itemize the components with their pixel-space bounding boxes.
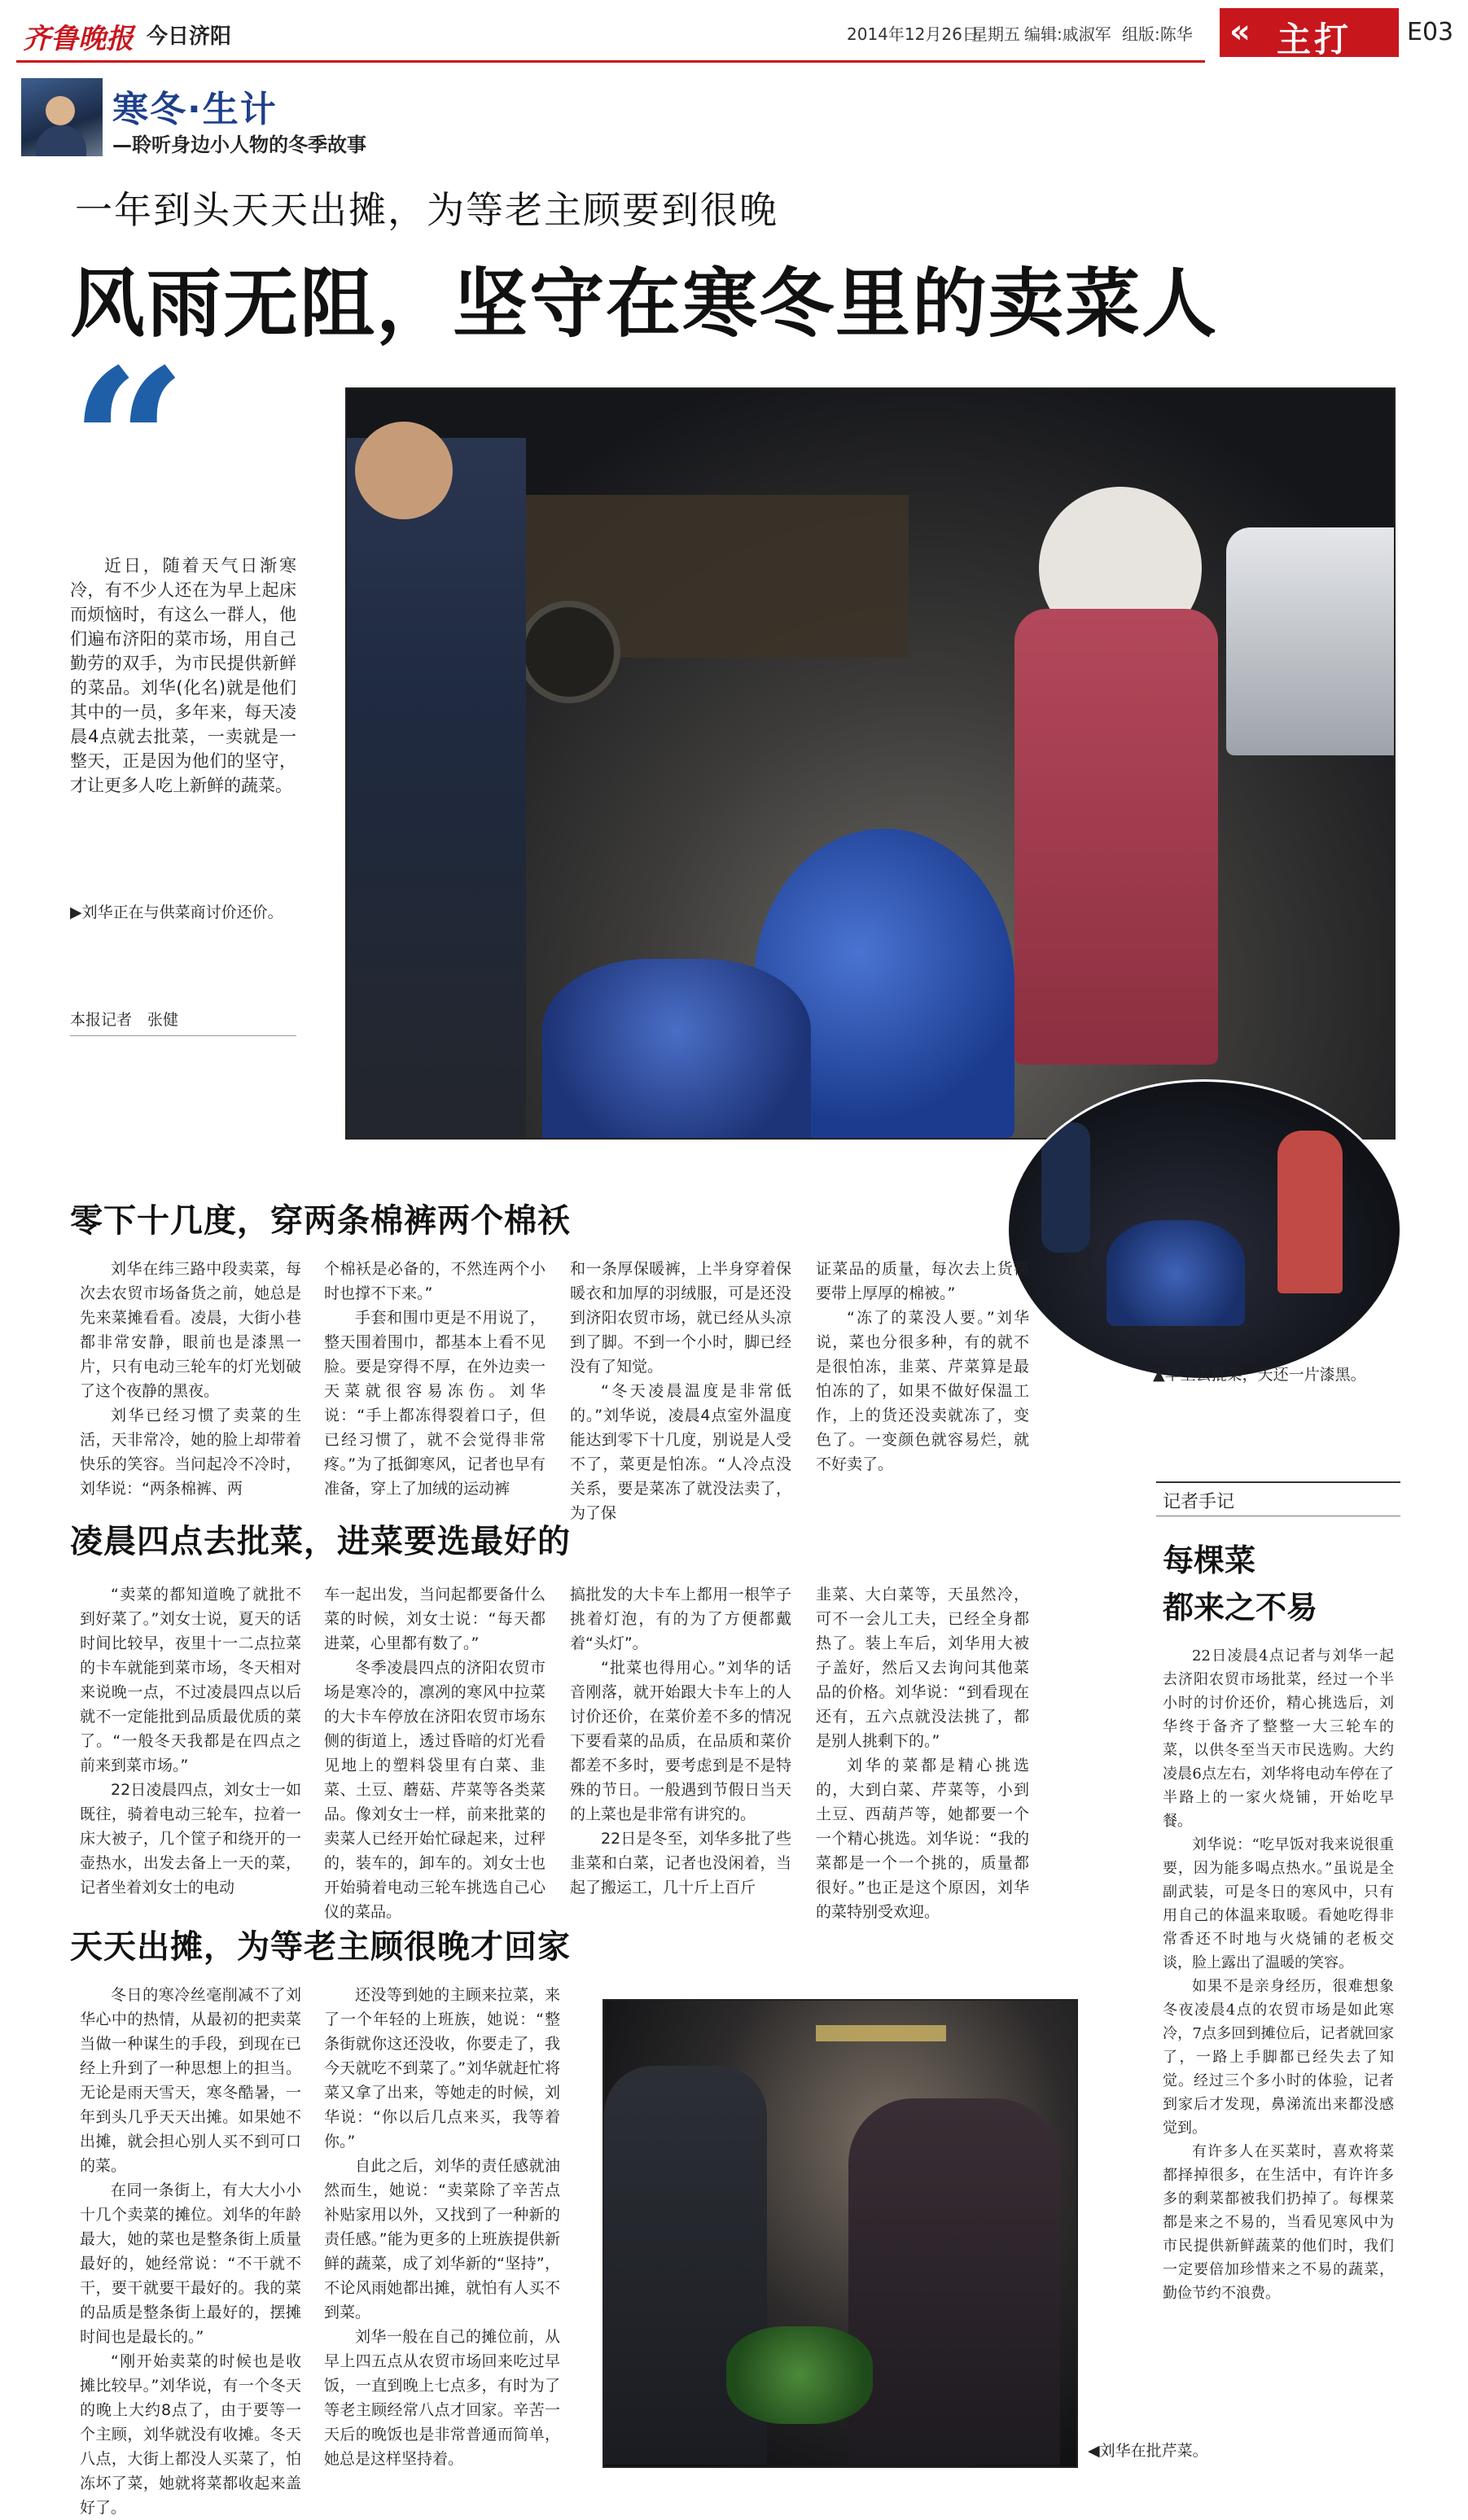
section-3-col-1-p1: 冬日的寒冷丝毫削减不了刘华心中的热情，从最初的把卖菜当做一种谋生的手段，到现在已经上升到了一种思想上的担当。无论是雨天雪天，寒冬酷暑，一年到头几乎天天出摊。如果她不出摊，就会担心别人买不到可口的菜。 (80, 1986, 301, 2175)
layout-credit: 组版:陈华 (1122, 24, 1193, 44)
section-2-col-1-p2: 22日凌晨四点，刘女士一如既往，骑着电动三轮车，拉着一床大被子，几个筐子和绕开的一壶热水，出发去备上一天的菜，记者坐着刘女士的电动 (80, 1781, 301, 1897)
section-2-col-1-p1: “卖菜的都知道晚了就批不到好菜了。”刘女士说，夏天的话时间比较早，夜里十一二点拉菜的卡车就能到菜市场，冬天相对来说晚一点，不过凌晨四点以后就不一定能批到品质最优质的菜了。“一般冬天我都是在四点之前来到菜市场。” (80, 1586, 301, 1774)
editor-credit: 编辑:戚淑军 (1024, 24, 1111, 44)
section-1-col-4 (816, 1257, 1029, 1477)
edition-label: 今日济阳 (147, 24, 232, 49)
section-2-col-4 (816, 1582, 1029, 1924)
section-2-col-3-p1: 搞批发的大卡车上都用一根竿子挑着灯泡，有的为了方便都戴着“头灯”。 (570, 1586, 791, 1652)
section-3-col-2-p2: 自此之后，刘华的责任感就油然而生，她说：“卖菜除了辛苦点补贴家用以外，又找到了一种新的责任感。”能为更多的上班族提供新鲜的蔬菜，成了刘华新的“坚持”，不论风雨她都出摊，就怕有人买不到菜。 (324, 2157, 560, 2321)
section-2-col-3-p2: “批菜也得用心。”刘华的话音刚落，就开始跟大卡车上的人讨价还价，在菜价差不多的情况下要看菜的品质，在品质和菜价都差不多时，要考虑到是不是特殊的节日。一般遇到节假日当天的上菜也是非常有讲究的。 (570, 1659, 791, 1823)
section-2-col-3-p3: 22日是冬至，刘华多批了些韭菜和白菜，记者也没闲着，当起了搬运工，几十斤上百斤 (570, 1830, 791, 1897)
badge-subtitle: —聆听身边小人物的冬季故事 (112, 133, 366, 156)
section-1-col-4-p2: “冻了的菜没人要。”刘华说，菜也分很多种，有的就不是很怕冻，韭菜、芹菜算是最怕冻的了，如果不做好保温工作，上的货还没卖就冻了，变色了。一变颜色就容易烂，就不好卖了。 (816, 1309, 1029, 1473)
reporter-note-label: 记者手记 (1163, 1492, 1235, 1512)
section-1-col-4-p1: 证菜品的质量，每次去上货都要带上厚厚的棉被。” (816, 1260, 1029, 1302)
section-3-col-1-p2: 在同一条街上，有大大小小十几个卖菜的摊位。刘华的年龄最大，她的菜也是整条街上质量最好的，她经常说：“不干就不干，要干就要干最好的。我的菜的品质是整条街上最好的，摆摊时间也是最长的。” (80, 2181, 301, 2346)
section-2-col-4-p1: 韭菜、大白菜等，天虽然冷，可不一会儿工夫，已经全身都热了。装上车后，刘华用大被子盖好，然后又去询问其他菜品的价格。刘华说：“到看现在还有，五六点就没法挑了，都是别人挑剩下的。” (816, 1586, 1029, 1750)
chevron-left-icon: « (1229, 13, 1251, 50)
section-3-col-1 (80, 1983, 301, 2520)
lead-divider (70, 1035, 296, 1036)
early-morning-photo (1006, 1079, 1402, 1380)
stall-photo-caption: ◀刘华在批芹菜。 (1088, 2442, 1208, 2460)
reporter-note-p4: 有许多人在买菜时，喜欢将菜都择掉很多，在生活中，有许许多多的剩菜都被我们扔掉了。每棵菜都是来之不易的，当看见寒风中为市民提供新鲜蔬菜的他们时，我们一定要倍加珍惜来之不易的蔬菜，勤俭节约不浪费。 (1163, 2143, 1394, 2302)
section-2-title: 凌晨四点去批菜，进菜要选最好的 (70, 1523, 571, 1560)
section-1-col-1-p2: 刘华已经习惯了卖菜的生活，天非常冷，她的脸上却带着快乐的笑容。当问起冷不冷时，刘华说：“两条棉裤、两 (80, 1407, 301, 1498)
night-market-photo (345, 387, 1396, 1140)
badge-photo (21, 78, 103, 156)
section-1-col-2 (324, 1257, 546, 1501)
reporter-note-p1: 22日凌晨4点记者与刘华一起去济阳农贸市场批菜，经过一个半小时的讨价还价，精心挑选后，刘华终于备齐了整整一大三轮车的菜，以供冬至当天市民选购。大约凌晨6点左右，刘华将电动车停在了半路上的一家火烧铺，开始吃早餐。 (1163, 1647, 1394, 1830)
masthead-rule (16, 60, 1205, 63)
section-name: 主打 (1277, 20, 1352, 59)
masthead (0, 0, 1468, 73)
stall-photo (603, 1999, 1078, 2468)
reporter-note-title-1: 每棵菜 (1163, 1542, 1256, 1578)
section-3-col-2-p3: 刘华一般在自己的摊位前，从早上四五点从农贸市场回来吃过早饭，一直到晚上七点多，有时为了等老主顾经常八点才回家。辛苦一天后的晚饭也是非常普通而简单，她总是这样坚持着。 (324, 2328, 560, 2468)
reporter-note-label-box (1156, 1481, 1400, 1516)
reporter-note-title-2: 都来之不易 (1163, 1590, 1318, 1625)
section-1-col-3-p2: “冬天凌晨温度是非常低的。”刘华说，凌晨4点室外温度能达到零下十几度，别说是人受不了，菜更是怕冻。“人冷点没关系，要是菜冻了就没法卖了，为了保 (570, 1382, 791, 1522)
headline-main: 风雨无阻，坚守在寒冬里的卖菜人 (70, 260, 1219, 348)
section-2-col-2 (324, 1582, 546, 1924)
section-1-col-1 (80, 1257, 301, 1501)
lead-paragraph: 近日，随着天气日渐寒冷，有不少人还在为早上起床而烦恼时，有这么一群人，他们遍布济阳的菜市场，用自己勤劳的双手，为市民提供新鲜的菜品。刘华(化名)就是他们其中的一员，多年来，每天凌晨4点就去批菜，一卖就是一整天，正是因为他们的坚守，才让更多人吃上新鲜的蔬菜。 (70, 556, 296, 795)
section-3-col-1-p3: “刚开始卖菜的时候也是收摊比较早。”刘华说，有一个冬天的晚上大约8点了，由于要等一个主顾，刘华就没有收摊。冬天八点，大街上都没人买菜了，怕冻坏了菜，她就将菜都收起来盖好了。 (80, 2352, 301, 2517)
section-2-col-1 (80, 1582, 301, 1900)
section-2-col-3 (570, 1582, 791, 1900)
reporter-note-p3: 如果不是亲身经历，很难想象冬夜凌晨4点的农贸市场是如此寒冷，7点多回到摊位后，记者就回家了，一路上手脚都已经失去了知觉。经过三个多小时的体验，记者到家后才发现，鼻涕流出来都没感觉到。 (1163, 1978, 1394, 2137)
reporter-note-body (1163, 1644, 1394, 2305)
reporter-note (1156, 1481, 1400, 2393)
section-1-col-3 (570, 1257, 791, 1525)
section-1-col-1-p1: 刘华在纬三路中段卖菜，每次去农贸市场备货之前，她总是先来菜摊看看。凌晨，大街小巷都非常安静，眼前也是漆黑一片，只有电动三轮车的灯光划破了这个夜静的黑夜。 (80, 1260, 301, 1400)
badge-title: 寒冬·生计 (112, 89, 278, 130)
section-2-col-2-p1: 车一起出发，当问起都要备什么菜的时候，刘女士说：“每天都进菜，心里都有数了。” (324, 1586, 546, 1652)
main-photo-caption: ▶刘华正在与供菜商讨价还价。 (70, 903, 283, 921)
headline-kicker: 一年到头天天出摊，为等老主顾要到很晚 (75, 188, 778, 232)
issue-weekday: 星期五 (971, 24, 1020, 44)
section-1-col-3-p1: 和一条厚保暖裤，上半身穿着保暖衣和加厚的羽绒服，可是还没到济阳农贸市场，就已经从头凉到了脚。不到一个小时，脚已经没有了知觉。 (570, 1260, 791, 1376)
section-3-col-2 (324, 1983, 560, 2471)
byline: 本报记者 张健 (70, 1011, 179, 1029)
section-1-col-2-p1: 个棉袄是必备的，不然连两个小时也撑不下来。” (324, 1260, 546, 1302)
section-2-col-2-p2: 冬季凌晨四点的济阳农贸市场是寒冷的，凛冽的寒风中拉菜的大卡车停放在济阳农贸市场东侧的街道上，透过昏暗的灯光看见地上的塑料袋里有白菜、韭菜、土豆、蘑菇、芹菜等各类菜品。像刘女士一样，前来批菜的卖菜人已经开始忙碌起来，过秤的，装车的，卸车的。刘女士也开始骑着电动三轮车挑选自己心仪的菜品。 (324, 1659, 546, 1921)
section-3-col-2-p1: 还没等到她的主顾来拉菜，来了一个年轻的上班族，她说：“整条街就你这还没收，你要走了，我今天就吃不到菜了。”刘华就赶忙将菜又拿了出来，等她走的时候，刘华说：“你以后几点来买，我等着你。” (324, 1986, 560, 2150)
circle-photo-caption: ▲早上去批菜，天还一片漆黑。 (1153, 1366, 1366, 1384)
section-1-title: 零下十几度，穿两条棉裤两个棉袄 (70, 1202, 571, 1240)
reporter-note-p2: 刘华说：“吃早饭对我来说很重要，因为能多喝点热水。”虽说是全副武装，可是冬日的寒风中，只有用自己的体温来取暖。看她吃得非常香还不时地与火烧铺的老板交谈，脸上露出了温暖的笑容。 (1163, 1836, 1394, 1971)
paper-name: 齐鲁晚报 (23, 23, 134, 55)
quote-mark-icon: “ (70, 324, 187, 563)
section-1-col-2-p2: 手套和围巾更是不用说了，整天围着围巾，都基本上看不见脸。要是穿得不厚，在外边卖一天菜就很容易冻伤。刘华说：“手上都冻得裂着口子，但已经习惯了，就不会觉得非常疼。”为了抵御寒风，记者也早有准备，穿上了加绒的运动裤 (324, 1309, 546, 1498)
page-number: E03 (1407, 18, 1454, 46)
issue-date: 2014年12月26日 (847, 24, 979, 44)
column-badge (21, 78, 412, 156)
section-tab (1220, 8, 1399, 57)
section-2-col-4-p2: 刘华的菜都是精心挑选的，大到白菜、芹菜等，小到土豆、西葫芦等，她都要一个一个精心挑选。刘华说：“我的菜都是一个一个挑的，质量都很好。”也正是这个原因，刘华的菜特别受欢迎。 (816, 1757, 1029, 1921)
section-3-title: 天天出摊，为等老主顾很晚才回家 (70, 1928, 571, 1966)
